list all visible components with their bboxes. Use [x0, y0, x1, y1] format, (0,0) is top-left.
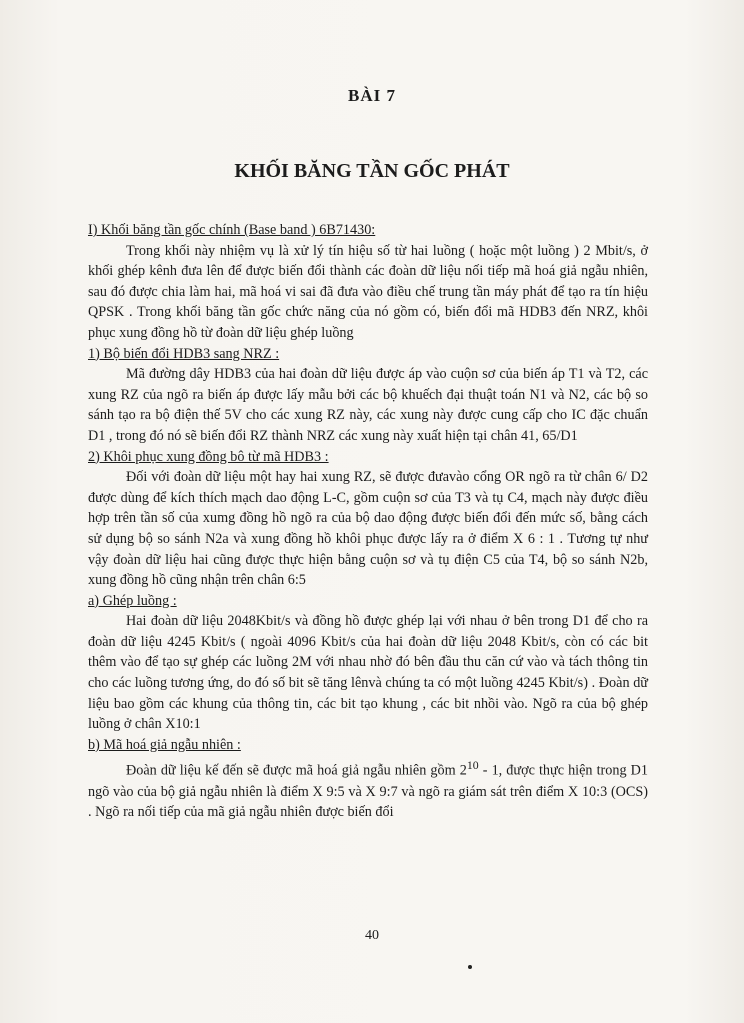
- section1-heading-text: I) Khối băng tần gốc chính (Base band ) 6B71430:: [88, 222, 376, 238]
- sub2-heading-text: 2) Khôi phục xung đồng bô từ mã HDB3 :: [88, 448, 329, 465]
- chapter-label: BÀI 7: [348, 86, 396, 105]
- document-body: [88, 220, 648, 823]
- subB-paragraph-pre: Đoàn dữ liệu kế đến sẽ được mã hoá giả ngẫu nhiên gồm 2: [126, 763, 467, 780]
- sub2-paragraph: Đối với đoàn dữ liệu một hay hai xung RZ, sẽ được đưavào cổng OR ngõ ra từ chân 6/ D2 được dùng để kích thích mạch dao động L-C, gồm cuộn sơ của T3 và tụ C4, mạch này được điều hợp trên tần số của xumg đồng hồ ngõ ra của bộ dao động được biến đổi đến mức số, bằng cách sử dụng bộ so sánh N2a và xung đồng hồ khôi phục được lấy ra ở điểm X 6 : 1 . Tương tự như vậy đoàn dữ liệu hai cũng được thực hiện bằng cuộn sơ và tụ điện C5 của T4, bộ so sánh N2b, xung đồng hồ cũng nhận trên chân 6:5: [88, 469, 648, 589]
- sub2-heading: [88, 447, 648, 468]
- subA-paragraph: Hai đoàn dữ liệu 2048Kbit/s và đồng hồ được ghép lại với nhau ở bên trong D1 để cho ra đoàn dữ liệu 4245 Kbit/s ( ngoài 4096 Kbit/s của hai đoàn dữ liệu 2048 Kbit/s, còn có các bit thêm vào để tạo sự ghép các luồng 2M với nhau nhờ đó bên đầu thu căn cứ vào và tách thông tin cho các luồng tương ứng, do đó số bit sẽ tăng lênvà chúng ta có một luồng 4245 Kbit/s) . Đoàn dữ liệu bao gồm các khung của thông tin, các bit tạo khung , các bit nhồi vào. Ngõ ra của bộ ghép luồng ở chân X10:1: [88, 613, 648, 733]
- section1-heading: [88, 220, 648, 241]
- subB-heading: [88, 735, 648, 756]
- sub1-heading: [88, 344, 648, 365]
- sub1-paragraph: Mã đường dây HDB3 của hai đoàn dữ liệu được áp vào cuộn sơ của biến áp T1 và T2, các xung RZ của ngõ ra biến áp được lấy mẫu bởi các bộ khuếch đại thuật toán N1 và N2, các bộ so sánh tạo ra bộ điện thế 5V cho các xung RZ này, các xung này được cung cấp cho IC đặc chuẩn D1 , trong đó nó sẽ biến đổi RZ thành NRZ các xung này xuất hiện tại chân 41, 65/D1: [88, 366, 648, 444]
- subB-paragraph: [88, 755, 648, 823]
- subB-paragraph-exponent: 10: [466, 758, 479, 773]
- page-title: KHỐI BĂNG TẦN GỐC PHÁT: [234, 160, 510, 182]
- page-number: 40: [365, 928, 379, 943]
- subA-heading-text: a) Ghép luồng :: [88, 592, 177, 609]
- section1-paragraph: Trong khối này nhiệm vụ là xử lý tín hiệu số từ hai luồng ( hoặc một luồng ) 2 Mbit/s, ở khối ghép kênh đưa lên để được biến đổi thành các đoàn dữ liệu nối tiếp mã hoá giả ngẫu nhiên, sau đó được chia làm hai, mã hoá vi sai đã đưa vào điều chế trung tần máy phát để tạo ra tín hiệu QPSK . Trong khối băng tần gốc chức năng của nó gồm có, biến đổi mã HDB3 đến NRZ, khôi phục xung đồng hồ từ đoàn dữ liệu ghép luồng: [88, 242, 648, 341]
- sub1-heading-text: 1) Bộ biến đổi HDB3 sang NRZ :: [88, 345, 280, 362]
- subB-heading-text: b) Mã hoá giả ngẫu nhiên :: [88, 736, 241, 753]
- subA-heading: [88, 591, 648, 612]
- subB-paragraph-post: - 1, được thực hiện trong D1 ngõ vào của bộ giả ngẫu nhiên là điểm X 9:5 và X 9:7 và ngõ ra giám sát trên điểm X 10:3 (OCS) . Ngõ ra nối tiếp của mã giả ngẫu nhiên được biến đổi: [88, 763, 648, 821]
- scan-speck: [468, 965, 472, 969]
